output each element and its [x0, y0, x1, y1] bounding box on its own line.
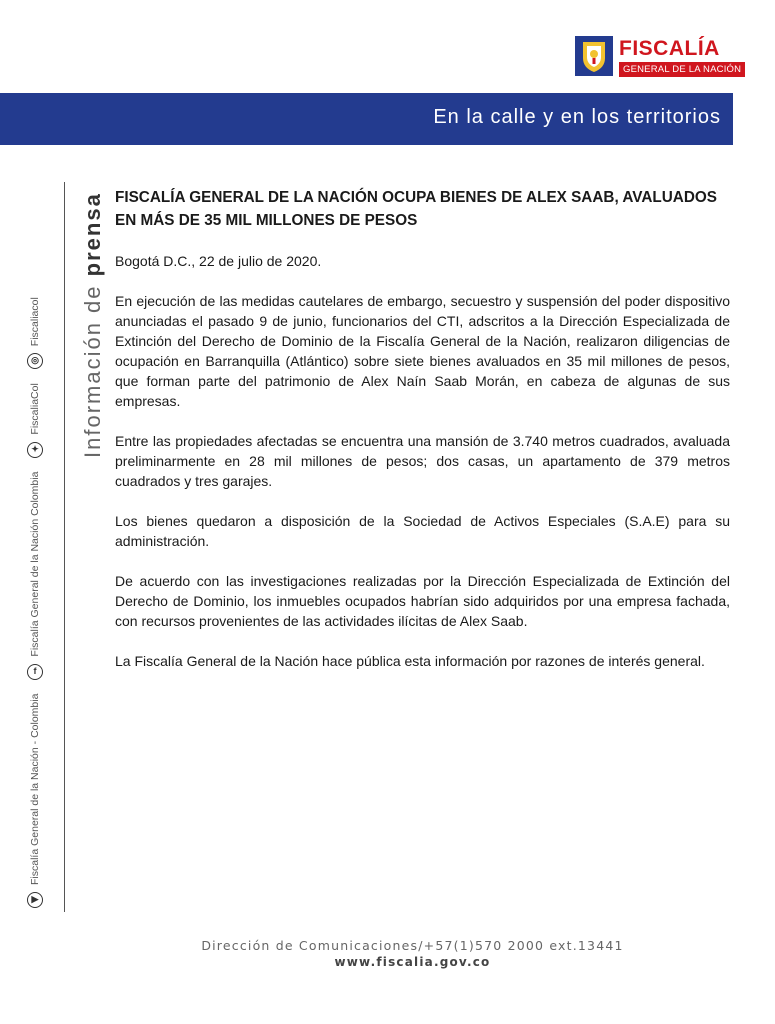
- facebook-icon: f: [27, 664, 43, 680]
- fiscalia-logo: [575, 36, 742, 78]
- press-release: [115, 186, 730, 691]
- social-instagram-label: Fiscaliacol: [29, 297, 41, 347]
- footer-contact: Dirección de Comunicaciones/+57(1)570 2000 ext.13441: [201, 938, 624, 953]
- coat-of-arms-shield-icon: [575, 36, 613, 76]
- social-facebook-label: Fiscalía General de la Nación Colombia: [29, 471, 41, 657]
- article-paragraph-2: Entre las propiedades afectadas se encuentra una mansión de 3.740 metros cuadrados, avaluada preliminarmente en 28 mil millones de pesos; dos casas, un apartamento de 379 metros cuadrados y tres garajes.: [115, 433, 730, 489]
- logo-subtitle: GENERAL DE LA NACIÓN: [619, 62, 745, 77]
- article-title: FISCALÍA GENERAL DE LA NACIÓN OCUPA BIENES DE ALEX SAAB, AVALUADOS EN MÁS DE 35 MIL MILLONES DE PESOS: [115, 189, 717, 229]
- article-paragraph-4: De acuerdo con las investigaciones realizadas por la Dirección Especializada de Extinción del Derecho de Dominio, los inmuebles ocupados habrían sido adquiridos por una empresa fachada, con recursos provenientes de las actividades ilícitas de Alex Saab.: [115, 573, 730, 629]
- instagram-icon: ◎: [27, 353, 43, 369]
- social-facebook[interactable]: [27, 472, 43, 680]
- footer-website-link[interactable]: www.fiscalia.gov.co: [334, 955, 491, 969]
- section-label-light: Información de: [80, 284, 105, 458]
- youtube-icon: ▶: [27, 892, 43, 908]
- social-instagram[interactable]: [27, 297, 43, 369]
- twitter-icon: ✦: [27, 442, 43, 458]
- article-paragraph-5: La Fiscalía General de la Nación hace pública esta información por razones de interés general.: [115, 653, 705, 669]
- section-label: [80, 183, 106, 458]
- banner-text: En la calle y en los territorios: [433, 106, 721, 128]
- slogan-banner: [0, 93, 733, 145]
- social-twitter-label: FiscaliaCol: [29, 383, 41, 435]
- social-youtube[interactable]: [27, 694, 43, 908]
- article-date: Bogotá D.C., 22 de julio de 2020.: [115, 253, 322, 269]
- logo-name: FISCALÍA: [619, 37, 720, 60]
- social-youtube-label: Fiscalía General de la Nación - Colombia: [29, 693, 41, 885]
- social-twitter[interactable]: [27, 383, 43, 457]
- social-strip: [24, 183, 46, 908]
- footer: [0, 938, 775, 969]
- article-paragraph-3: Los bienes quedaron a disposición de la Sociedad de Activos Especiales (S.A.E) para su administración.: [115, 513, 730, 549]
- section-label-bold: prensa: [80, 192, 105, 277]
- article-paragraph-1: En ejecución de las medidas cautelares de embargo, secuestro y suspensión del poder dispositivo anunciadas el pasado 9 de junio, funcionarios del CTI, adscritos a la Dirección Especializada de Extinción del Derecho de Dominio de la Fiscalía General de la Nación, realizaron diligencias de ocupación en Barranquilla (Atlántico) sobre siete bienes avaluados en 35 mil millones de pesos, que forman parte del patrimonio de Alex Naín Saab Morán, en cabeza de algunas de sus empresas.: [115, 293, 730, 409]
- sidebar-divider: [64, 182, 65, 912]
